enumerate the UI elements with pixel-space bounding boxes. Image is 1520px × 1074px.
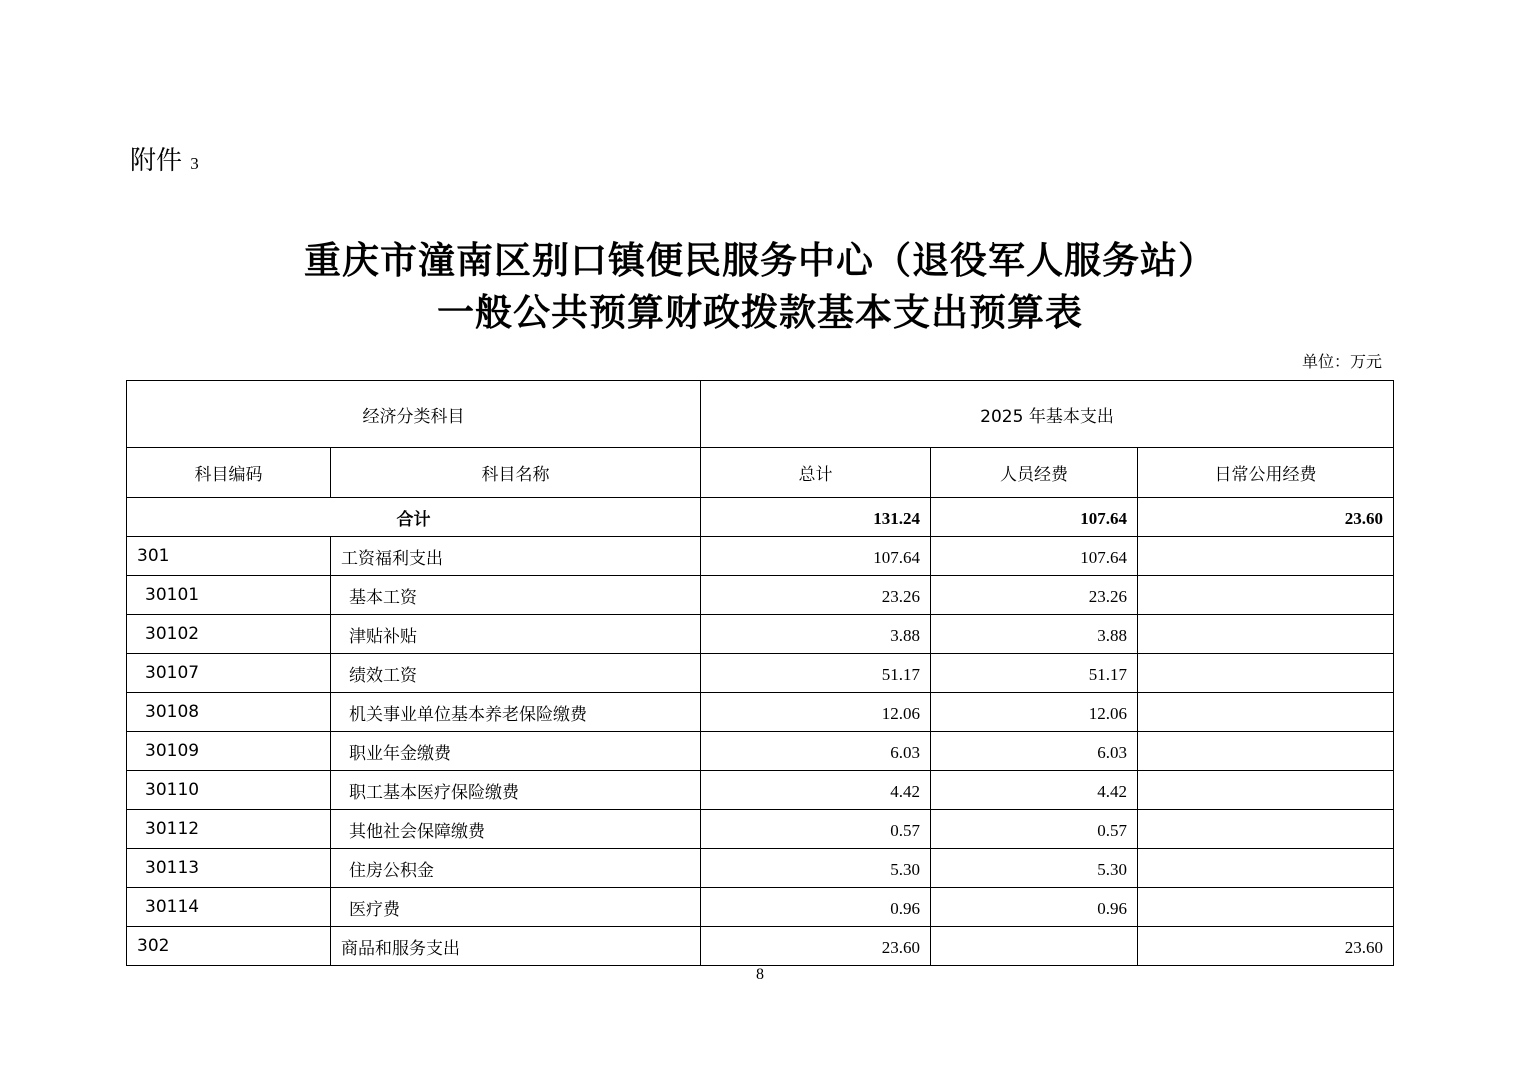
summary-public: 23.60: [1138, 498, 1394, 537]
row-public: 23.60: [1138, 927, 1394, 966]
row-code: 30112: [127, 810, 331, 849]
table-row: [127, 693, 1394, 732]
row-name: 住房公积金: [331, 849, 701, 888]
row-name: 职业年金缴费: [331, 732, 701, 771]
unit-label: 单位：万元: [1301, 352, 1382, 371]
economic-category-header: 经济分类科目: [127, 381, 701, 448]
row-code: 30102: [127, 615, 331, 654]
row-code: 30109: [127, 732, 331, 771]
row-personnel: 5.30: [931, 849, 1138, 888]
row-personnel: 0.96: [931, 888, 1138, 927]
row-code: 30113: [127, 849, 331, 888]
summary-label: 合计: [127, 498, 701, 537]
row-personnel: [931, 927, 1138, 966]
row-total: 0.57: [701, 810, 931, 849]
row-code: 30107: [127, 654, 331, 693]
row-total: 107.64: [701, 537, 931, 576]
table-row: [127, 927, 1394, 966]
row-personnel: 0.57: [931, 810, 1138, 849]
row-personnel: 107.64: [931, 537, 1138, 576]
row-total: 0.96: [701, 888, 931, 927]
attachment-label: [130, 144, 209, 181]
table-row: [127, 732, 1394, 771]
summary-personnel: 107.64: [931, 498, 1138, 537]
attachment-text: 附件: [130, 146, 183, 176]
row-total: 12.06: [701, 693, 931, 732]
table-row: [127, 888, 1394, 927]
table-row: [127, 654, 1394, 693]
column-header-public: 日常公用经费: [1138, 448, 1394, 498]
column-header-total: 总计: [701, 448, 931, 498]
table-row: [127, 771, 1394, 810]
row-public: [1138, 732, 1394, 771]
summary-row: [127, 498, 1394, 537]
table-row: [127, 810, 1394, 849]
row-name: 商品和服务支出: [331, 927, 701, 966]
row-personnel: 4.42: [931, 771, 1138, 810]
row-public: [1138, 576, 1394, 615]
attachment-number: 3: [190, 154, 199, 173]
row-code: 301: [127, 537, 331, 576]
column-header-row: [127, 448, 1394, 498]
row-code: 30110: [127, 771, 331, 810]
row-public: [1138, 693, 1394, 732]
row-public: [1138, 615, 1394, 654]
row-personnel: 12.06: [931, 693, 1138, 732]
row-name: 津贴补贴: [331, 615, 701, 654]
row-code: 30101: [127, 576, 331, 615]
row-personnel: 3.88: [931, 615, 1138, 654]
row-total: 23.60: [701, 927, 931, 966]
row-public: [1138, 771, 1394, 810]
row-public: [1138, 888, 1394, 927]
row-public: [1138, 849, 1394, 888]
column-header-name: 科目名称: [331, 448, 701, 498]
row-name: 职工基本医疗保险缴费: [331, 771, 701, 810]
row-personnel: 51.17: [931, 654, 1138, 693]
column-header-code: 科目编码: [127, 448, 331, 498]
document-title-line-2: 一般公共预算财政拨款基本支出预算表: [437, 291, 1083, 334]
column-header-personnel: 人员经费: [931, 448, 1138, 498]
page-number: 8: [756, 966, 764, 983]
row-name: 其他社会保障缴费: [331, 810, 701, 849]
row-public: [1138, 654, 1394, 693]
row-total: 23.26: [701, 576, 931, 615]
row-total: 5.30: [701, 849, 931, 888]
row-personnel: 23.26: [931, 576, 1138, 615]
basic-expense-header: 2025 年基本支出: [701, 381, 1394, 448]
row-name: 工资福利支出: [331, 537, 701, 576]
summary-total: 131.24: [701, 498, 931, 537]
document-title-line-1: 重庆市潼南区别口镇便民服务中心（退役军人服务站）: [304, 239, 1216, 282]
budget-table: [126, 380, 1394, 966]
row-personnel: 6.03: [931, 732, 1138, 771]
row-total: 51.17: [701, 654, 931, 693]
row-public: [1138, 810, 1394, 849]
table-row: [127, 849, 1394, 888]
row-code: 30114: [127, 888, 331, 927]
row-total: 6.03: [701, 732, 931, 771]
row-name: 基本工资: [331, 576, 701, 615]
row-name: 机关事业单位基本养老保险缴费: [331, 693, 701, 732]
group-header-row: [127, 381, 1394, 448]
row-name: 绩效工资: [331, 654, 701, 693]
row-total: 4.42: [701, 771, 931, 810]
row-name: 医疗费: [331, 888, 701, 927]
table-row: [127, 576, 1394, 615]
row-code: 30108: [127, 693, 331, 732]
table-row: [127, 537, 1394, 576]
row-public: [1138, 537, 1394, 576]
table-row: [127, 615, 1394, 654]
row-total: 3.88: [701, 615, 931, 654]
row-code: 302: [127, 927, 331, 966]
